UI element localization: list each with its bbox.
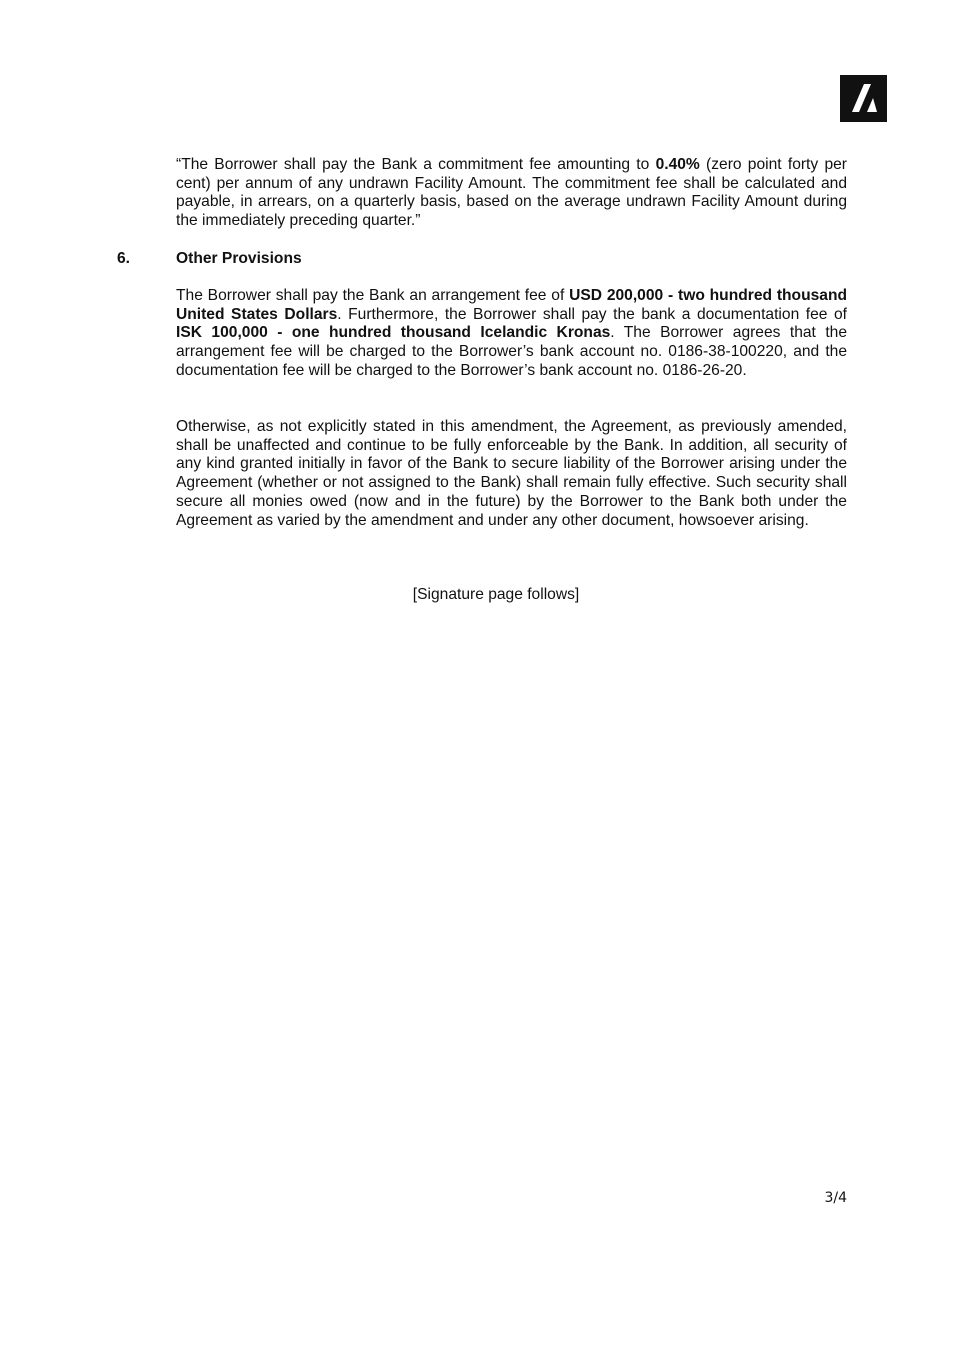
page-number: 3/4: [824, 1190, 847, 1206]
fees-text-1: The Borrower shall pay the Bank an arrangement fee of: [176, 287, 570, 304]
commitment-fee-rate: 0.40%: [655, 156, 700, 173]
arrangement-fee-amount: USD 200,000 - two hundred thousand United States Dollars: [176, 287, 847, 323]
commitment-fee-text-after: (zero point forty per cent) per annum of any undrawn Facility Amount. The commitment fee shall be calculated and payable, in arrears, on a quarterly basis, based on the average undrawn Facility Amount during the immediately preceding quarter.”: [176, 156, 847, 230]
commitment-fee-text-before: “The Borrower shall pay the Bank a commitment fee amounting to: [176, 156, 656, 173]
fees-paragraph: [176, 287, 847, 381]
otherwise-paragraph: Otherwise, as not explicitly stated in this amendment, the Agreement, as previously amended, shall be unaffected and continue to be fully enforceable by the Bank. In addition, all security of any kind granted initially in favor of the Bank to secure liability of the Borrower arising under the Agreement (whether or not assigned to the Bank) shall remain fully effective. Such security shall secure all monies owed (now and in the future) by the Borrower to the Bank both under the Agreement as varied by the amendment and under any other document, howsoever arising.: [176, 418, 847, 529]
section-number: 6.: [117, 250, 131, 267]
fees-text-2: . Furthermore, the Borrower shall pay the bank a documentation fee of: [337, 305, 848, 323]
logo-mark: [840, 75, 887, 122]
bank-logo-icon: [840, 75, 887, 122]
section-title: Other Provisions: [176, 250, 302, 267]
fees-text-3: . The Borrower agrees that the arrangement fee will be charged to the Borrower’s bank account no. 0186-38-100220, and the documentation fee will be charged to the Borrower’s bank account no. 0186-26-20.: [176, 324, 847, 379]
commitment-fee-paragraph: [176, 156, 847, 231]
signature-page-note: [Signature page follows]: [412, 586, 580, 603]
documentation-fee-amount: ISK 100,000 - one hundred thousand Icelandic Kronas: [176, 324, 611, 342]
